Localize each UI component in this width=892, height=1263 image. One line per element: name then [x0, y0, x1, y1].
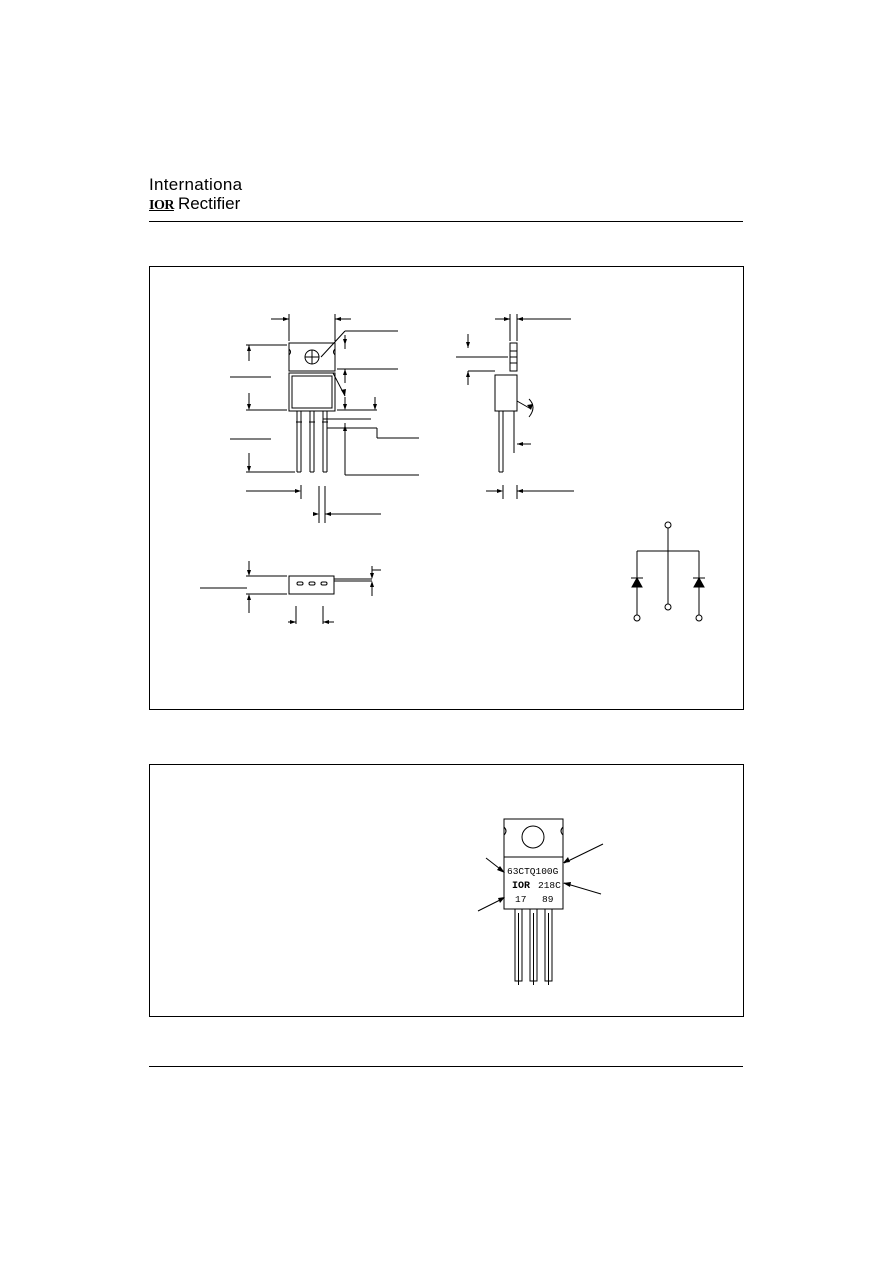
date-code-text: 218C [538, 880, 561, 891]
part-number-text: 63CTQ100G [507, 866, 559, 877]
company-name-line1: Internationa [149, 175, 243, 194]
assembly-code-right: 89 [542, 894, 554, 905]
package-tab [504, 819, 563, 857]
outline-drawing [150, 267, 743, 709]
side-view [456, 314, 574, 499]
front-body-inner [292, 376, 332, 408]
company-name-line2: Rectifier [177, 194, 241, 213]
company-name-line2-wrap [149, 194, 242, 215]
anode-terminal-left [634, 615, 640, 621]
ior-marking-logo: IOR [512, 881, 531, 892]
header-rule [149, 221, 743, 222]
footer-rule [149, 1066, 743, 1067]
front-view [230, 314, 419, 523]
ior-logo-mark: IOR [149, 198, 174, 213]
front-dimensions [230, 314, 419, 523]
marked-package [504, 819, 563, 985]
marking-callouts [478, 844, 603, 911]
package-leads [515, 909, 552, 985]
side-dimensions [456, 314, 574, 499]
common-terminal [665, 522, 671, 528]
company-logo [149, 175, 242, 215]
package-tab-notches [504, 827, 563, 835]
diode-left [632, 578, 642, 587]
outline-drawing-panel [149, 266, 744, 710]
anode-terminal-right [696, 615, 702, 621]
package-mounting-hole [522, 826, 544, 848]
front-body [289, 373, 335, 411]
end-view [200, 561, 381, 624]
part-marking-panel [149, 764, 744, 1017]
diode-schematic [631, 522, 705, 621]
front-leads [296, 411, 328, 472]
part-marking-drawing [150, 765, 743, 1016]
end-arrowheads [247, 570, 374, 624]
front-arrowheads [247, 317, 377, 516]
side-body [495, 375, 517, 411]
diode-right [694, 578, 704, 587]
assembly-code-left: 17 [515, 894, 527, 905]
center-terminal [665, 604, 671, 610]
